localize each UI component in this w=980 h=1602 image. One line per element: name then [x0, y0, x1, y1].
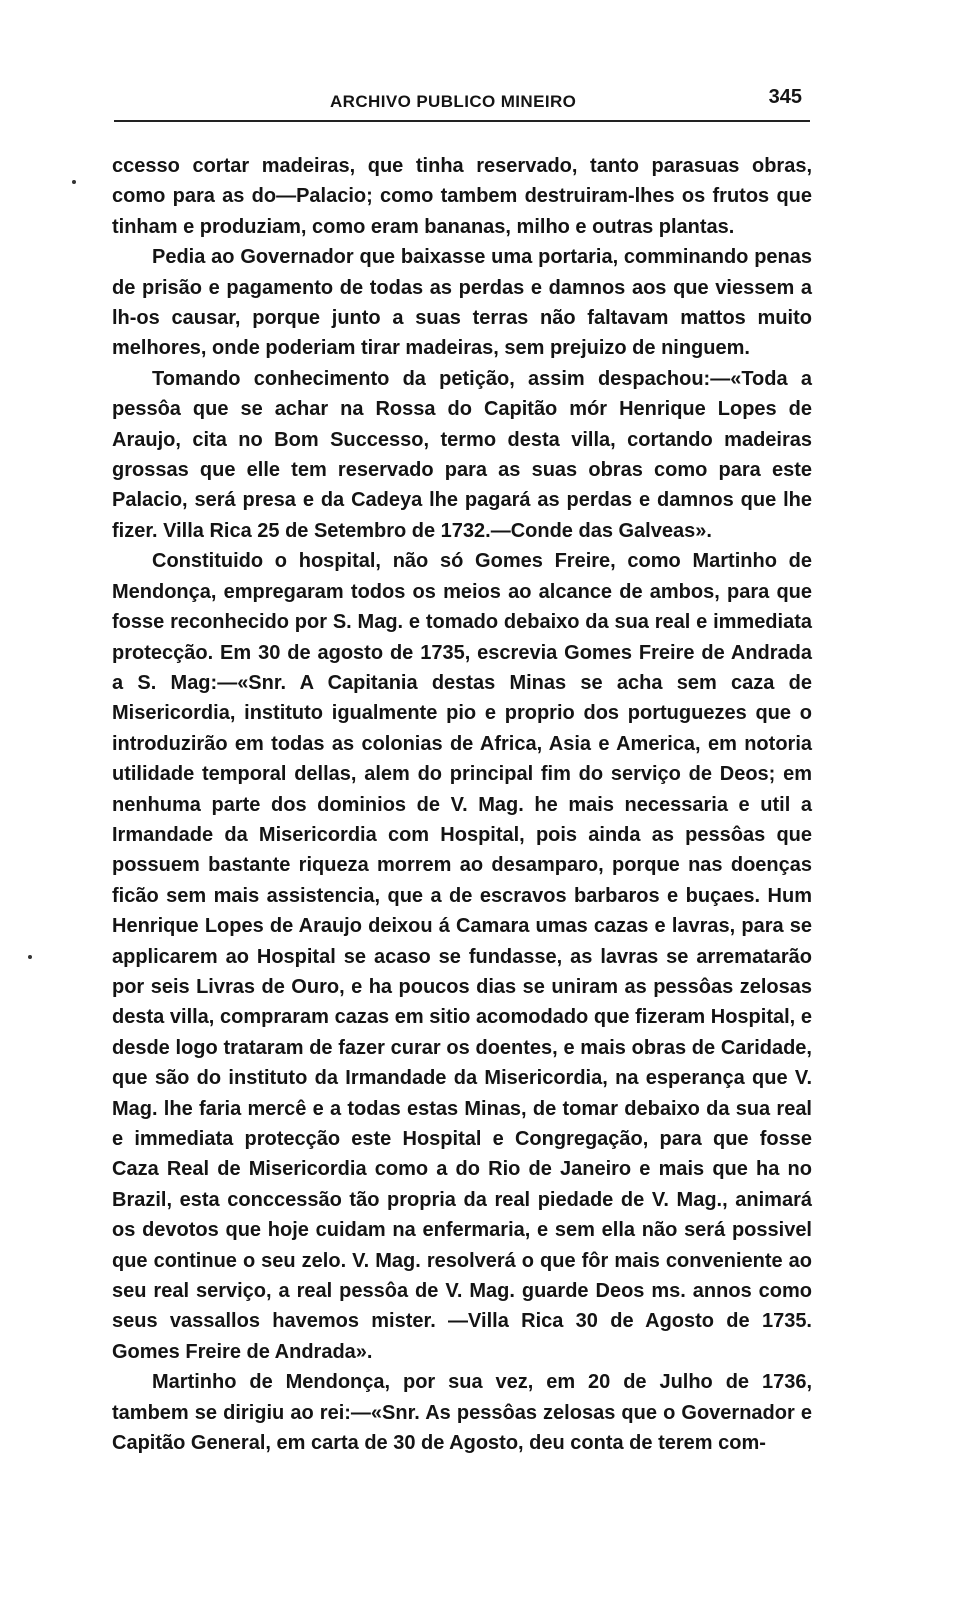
running-header — [110, 86, 810, 126]
paragraph-2: Pedia ao Governador que baixasse uma portaria, comminando penas de prisão e pagamento de todas as perdas e damnos aos que viessem a lh-os causar, porque junto a suas terras não faltavam mattos muito melhores, onde poderiam tirar madeiras, sem prejuizo de ninguem. — [112, 246, 812, 360]
paragraph-4: Constituido o hospital, não só Gomes Freire, como Martinho de Mendonça, empregaram todos os meios ao alcance de ambos, para que fosse reconhecido por S. Mag. e tomado debaixo da sua real e immediata protecção. Em 30 de agosto de 1735, escrevia Gomes Freire de Andrada a S. Mag:—«Snr. A Capitania destas Minas se acha sem caza de Misericordia, instituto igualmente pio e proprio dos portuguezes que o introduzirão em todas as colonias de Africa, Asia e America, em notoria utilidade temporal dellas, alem do principal fim do serviço de Deos; em nenhuma parte dos dominios de V. Mag. he mais necessaria e util a Irmandade da Misericordia com Hospital, pois ainda as pessôas que possuem bastante riqueza morrem ao desamparo, porque nas doenças ficão sem mais assistencia, que a de escravos barbaros e buçaes. Hum Henrique Lopes de Araujo deixou á Camara umas cazas e lavras, para se applicarem ao Hospital se acaso se fundasse, as lavras se arrematarão por seis Livras de Ouro, e ha poucos dias se uniram as pessôas zelosas desta villa, compraram cazas em sitio acomodado que fizeram Hospital, e desde logo trataram de fazer curar os doentes, e mais obras de Caridade, que são do instituto da Irmandade da Misericordia, na esperança que V. Mag. lhe faria mercê e a todas estas Minas, de tomar debaixo da sua real e immediata protecção este Hospital e Congregação, para que fosse Caza Real de Misericordia como a do Rio de Janeiro e mais que ha no Brazil, esta conccessão tão propria da real piedade de V. Mag., animará os devotos que hoje cuidam na enfermaria, e sem ella não será possivel que continue o seu zelo. V. Mag. resolverá o que fôr mais conveniente ao seu real serviço, a real pessôa de V. Mag. guarde Deos ms. annos como seus vassallos havemos mister. —Villa Rica 30 de Agosto de 1735. Gomes Freire de Andrada». — [112, 550, 812, 1363]
paragraph-1: ccesso cortar madeiras, que tinha reservado, tanto parasuas obras, como para as do—Palacio; como tambem destruiram-lhes os frutos que tinham e produziam, como eram bananas, milho e outras plantas. — [112, 155, 812, 238]
header-rule — [114, 120, 810, 122]
paragraph-3: Tomando conhecimento da petição, assim despachou:—«Toda a pessôa que se achar na Rossa do Capitão mór Henrique Lopes de Araujo, cita no Bom Successo, termo desta villa, cortando madeiras grossas que elle tem reservado para as suas obras como para este Palacio, será presa e da Cadeya lhe pagará as perdas e damnos que lhe fizer. Villa Rica 25 de Setembro de 1732.—Conde das Galveas». — [112, 367, 812, 542]
margin-speck — [28, 955, 32, 959]
paragraph-5: Martinho de Mendonça, por sua vez, em 20 de Julho de 1736, tambem se dirigiu ao rei:—«Snr. As pessôas zelosas que o Governador e Capitão General, em carta de 30 de Agosto, deu conta de terem com- — [112, 1371, 812, 1455]
body-text — [112, 151, 812, 1458]
margin-speck — [72, 180, 76, 184]
page-number: 345 — [768, 86, 802, 108]
running-title: ARCHIVO PUBLICO MINEIRO — [330, 92, 577, 111]
